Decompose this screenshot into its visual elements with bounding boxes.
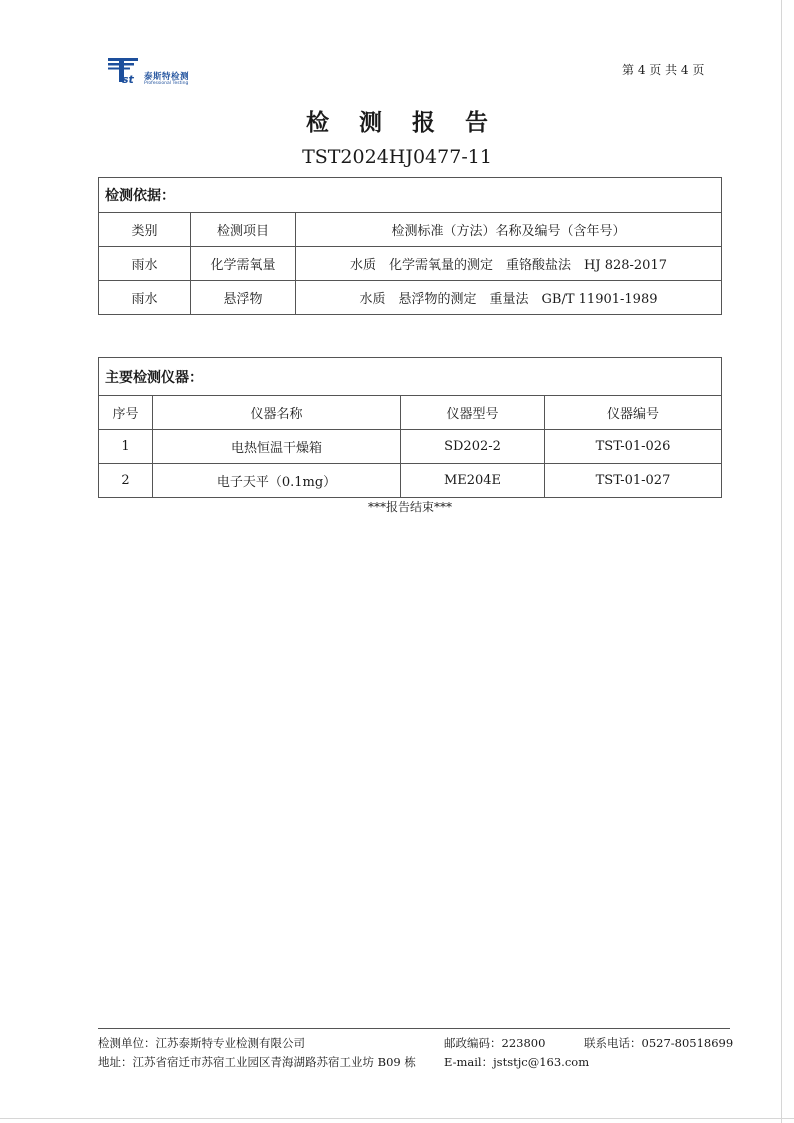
header-instrument-name: 仪器名称 bbox=[153, 396, 401, 430]
cell-instrument-name: 电子天平（0.1mg） bbox=[153, 464, 401, 498]
logo-chinese-name: 泰斯特检测 bbox=[144, 72, 190, 82]
instruments-section-title: 主要检测仪器： bbox=[99, 358, 722, 396]
footer-unit: 检测单位：江苏泰斯特专业检测有限公司 bbox=[98, 1036, 305, 1050]
page-number: 第 4 页 共 4 页 bbox=[622, 63, 705, 77]
footer-phone: 联系电话：0527-80518699 bbox=[584, 1036, 734, 1050]
testing-basis-table bbox=[98, 177, 722, 315]
company-logo bbox=[108, 56, 208, 90]
cell-category: 雨水 bbox=[99, 281, 191, 315]
header-instrument-model: 仪器型号 bbox=[401, 396, 545, 430]
report-number: TST2024HJ0477-11 bbox=[302, 146, 492, 168]
table-row bbox=[99, 281, 722, 315]
header-category: 类别 bbox=[99, 213, 191, 247]
cell-standard: 水质 悬浮物的测定 重量法 GB/T 11901-1989 bbox=[296, 281, 722, 315]
cell-instrument-id: TST-01-027 bbox=[545, 464, 722, 498]
table-row bbox=[99, 430, 722, 464]
footer-divider bbox=[98, 1028, 730, 1029]
table-header-row bbox=[99, 396, 722, 430]
header-seq: 序号 bbox=[99, 396, 153, 430]
table-row bbox=[99, 247, 722, 281]
logo-mark-icon bbox=[108, 56, 144, 86]
cell-instrument-model: ME204E bbox=[401, 464, 545, 498]
logo-english-name: Professional Testing bbox=[144, 81, 189, 86]
page-edge-right bbox=[781, 0, 782, 1123]
cell-instrument-id: TST-01-026 bbox=[545, 430, 722, 464]
cell-instrument-model: SD202-2 bbox=[401, 430, 545, 464]
footer-address: 地址：江苏省宿迁市苏宿工业园区青海湖路苏宿工业坊 B09 栋 bbox=[98, 1055, 416, 1069]
table-row bbox=[99, 464, 722, 498]
cell-category: 雨水 bbox=[99, 247, 191, 281]
report-end-marker: ***报告结束*** bbox=[367, 500, 452, 514]
instruments-table bbox=[98, 357, 722, 498]
basis-section-title: 检测依据： bbox=[99, 178, 722, 213]
header-test-item: 检测项目 bbox=[191, 213, 296, 247]
page-edge-bottom bbox=[0, 1118, 794, 1119]
footer-postcode: 邮政编码：223800 bbox=[444, 1036, 546, 1050]
header-standard: 检测标准（方法）名称及编号（含年号） bbox=[296, 213, 722, 247]
document-title: 检 测 报 告 bbox=[305, 109, 500, 136]
table-header-row bbox=[99, 213, 722, 247]
cell-seq: 2 bbox=[99, 464, 153, 498]
cell-test-item: 悬浮物 bbox=[191, 281, 296, 315]
footer-email: E-mail：jststjc@163.com bbox=[444, 1055, 590, 1069]
header-instrument-id: 仪器编号 bbox=[545, 396, 722, 430]
logo-mark-text: st bbox=[122, 73, 134, 86]
cell-test-item: 化学需氧量 bbox=[191, 247, 296, 281]
cell-instrument-name: 电热恒温干燥箱 bbox=[153, 430, 401, 464]
cell-seq: 1 bbox=[99, 430, 153, 464]
cell-standard: 水质 化学需氧量的测定 重铬酸盐法 HJ 828-2017 bbox=[296, 247, 722, 281]
